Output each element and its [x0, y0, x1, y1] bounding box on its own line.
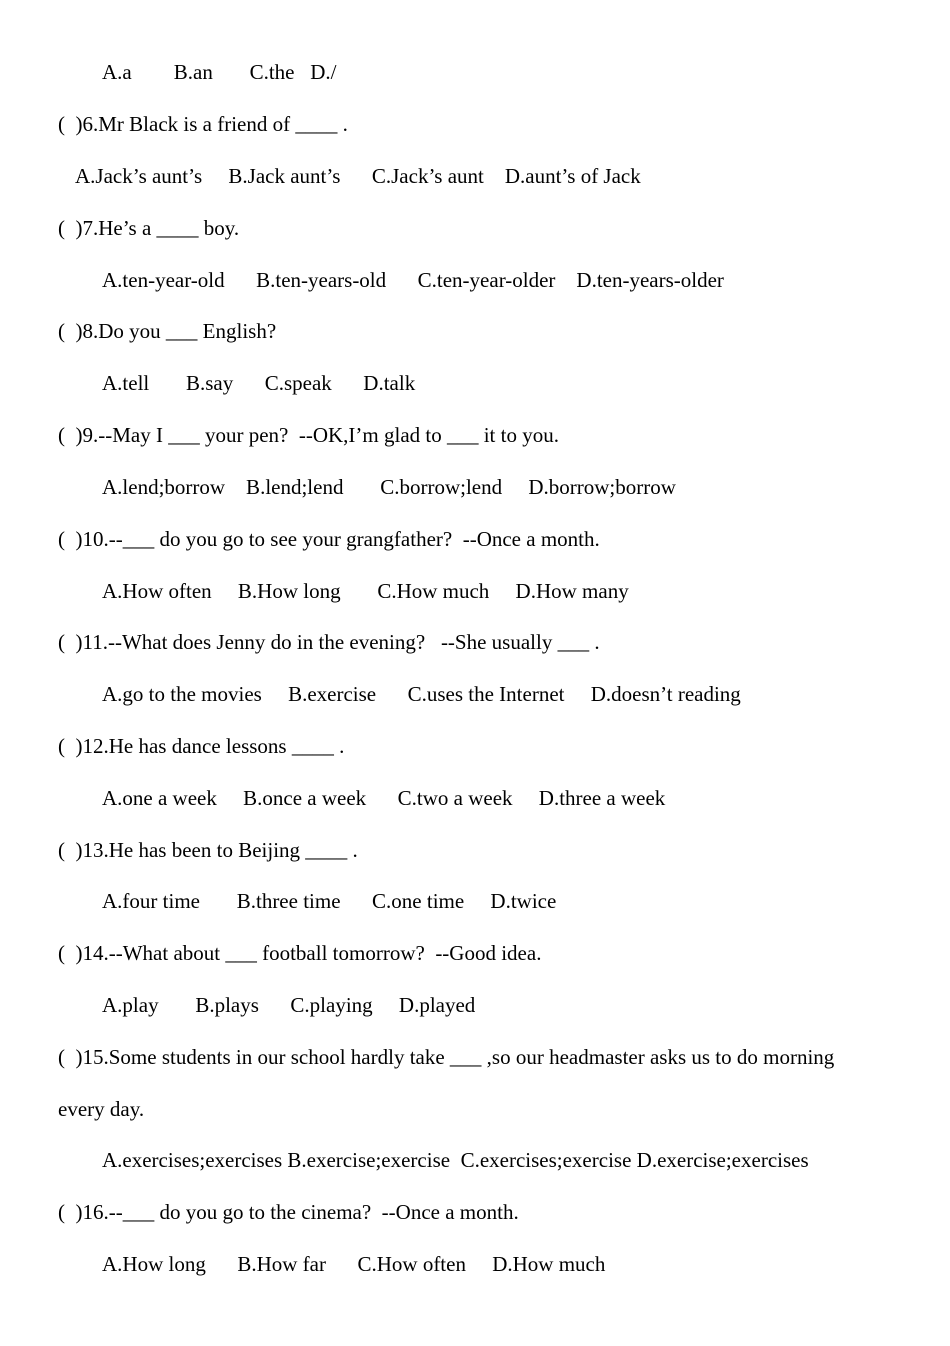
question-16: ( )16.--___ do you go to the cinema? --Once a month. [58, 1200, 519, 1224]
options-q14: A.play B.plays C.playing D.played [102, 993, 476, 1017]
question-7: ( )7.He’s a ____ boy. [58, 216, 240, 240]
options-q13: A.four time B.three time C.one time D.twice [102, 889, 557, 913]
options-q11: A.go to the movies B.exercise C.uses the Internet D.doesn’t reading [102, 682, 741, 706]
question-9: ( )9.--May I ___ your pen? --OK,I’m glad to ___ it to you. [58, 423, 559, 447]
question-15-continuation: every day. [58, 1097, 145, 1121]
options-q12: A.one a week B.once a week C.two a week D.three a week [102, 786, 666, 810]
options-q10: A.How often B.How long C.How much D.How many [102, 579, 629, 603]
question-8: ( )8.Do you ___ English? [58, 319, 277, 343]
options-q6: A.Jack’s aunt’s B.Jack aunt’s C.Jack’s aunt D.aunt’s of Jack [75, 164, 641, 188]
question-11: ( )11.--What does Jenny do in the evening? --She usually ___ . [58, 630, 600, 654]
options-q15: A.exercises;exercises B.exercise;exercise C.exercises;exercise D.exercise;exercises [102, 1148, 809, 1172]
options-q7: A.ten-year-old B.ten-years-old C.ten-year-older D.ten-years-older [102, 268, 724, 292]
question-15: ( )15.Some students in our school hardly take ___ ,so our headmaster asks us to do morning [58, 1045, 835, 1069]
question-13: ( )13.He has been to Beijing ____ . [58, 838, 358, 862]
options-q9: A.lend;borrow B.lend;lend C.borrow;lend D.borrow;borrow [102, 475, 676, 499]
options-q8: A.tell B.say C.speak D.talk [102, 371, 416, 395]
question-6: ( )6.Mr Black is a friend of ____ . [58, 112, 348, 136]
question-12: ( )12.He has dance lessons ____ . [58, 734, 345, 758]
question-14: ( )14.--What about ___ football tomorrow? --Good idea. [58, 941, 542, 965]
options-q5: A.a B.an C.the D./ [102, 60, 337, 84]
question-10: ( )10.--___ do you go to see your grangfather? --Once a month. [58, 527, 600, 551]
options-q16: A.How long B.How far C.How often D.How much [102, 1252, 606, 1276]
